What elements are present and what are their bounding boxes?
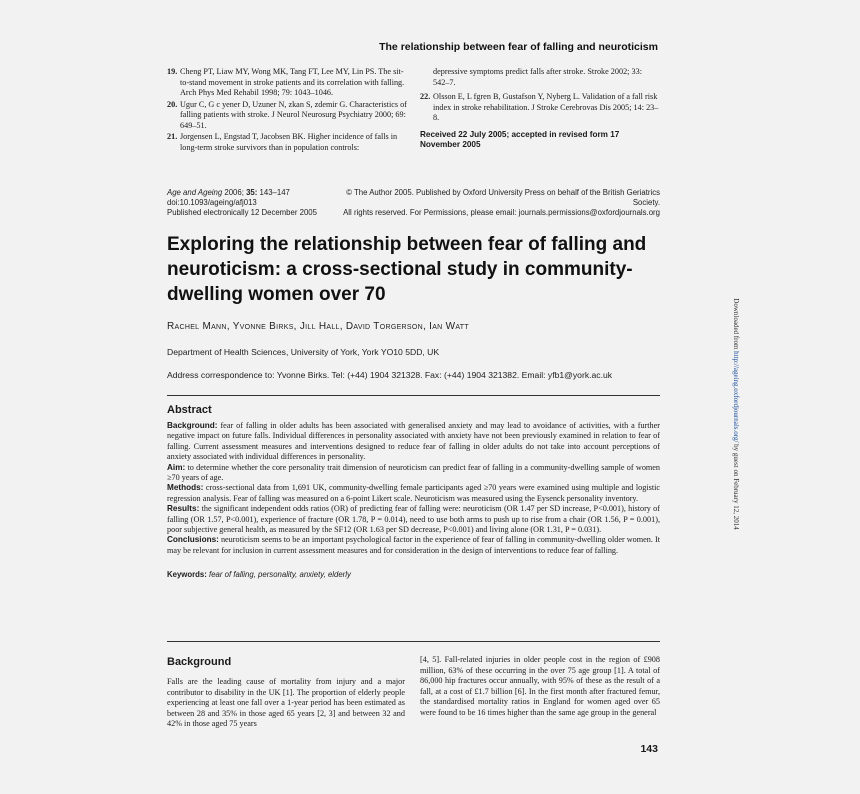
download-watermark bbox=[732, 284, 740, 544]
abstract-background bbox=[167, 421, 660, 463]
download-prefix: Downloaded from bbox=[732, 298, 740, 350]
published-date: Published electronically 12 December 2005 bbox=[167, 208, 317, 217]
abstract-methods bbox=[167, 483, 660, 504]
abstract-heading: Abstract bbox=[167, 404, 212, 416]
background-text-left: Falls are the leading cause of mortality from injury and a major contributor to disability in the UK [1]. The proportion of elderly people experiencing at least one fall over a 1-year period has been estimated as between 28 and 35% in those aged 65 years [2, 3] and between 32 and 42% in those aged 75 years bbox=[167, 677, 405, 728]
abstract-text: cross-sectional data from 1,691 UK, community-dwelling female participants aged ≥70 years were examined using multiple and logistic regression analysis. Fear of falling was measured on a 6-point Likert scale. Neuroticism was measured using the Eysenck personality inventory. bbox=[167, 483, 661, 503]
abstract-label: Aim: bbox=[167, 462, 186, 472]
abstract-text: the significant independent odds ratios (OR) of predicting fear of falling were: neuroticism (OR 1.47 per SD increase, P<0.001), history of falling (OR 1.57, P<0.001), experience of fracture (OR 1.78, P = 0.014), need to use both arms to push up to rise from a chair (OR 1.56, P = 0.001), poor subjective general health, as measured by the SF12 (OR 1.63 per SD decrease, P<0.001) and living alone (OR 1.31, P = 0.031). bbox=[167, 504, 660, 535]
page-number: 143 bbox=[640, 743, 658, 755]
reference-text: Cheng PT, Liaw MY, Wong MK, Tang FT, Lee MY, Lin PS. The sit-to-stand movement in stroke patients and its correlation with falling. Arch Phys Med Rehabil 1998; 79: 1043–1046. bbox=[180, 67, 405, 97]
abstract-conclusions bbox=[167, 535, 660, 556]
reference-item bbox=[167, 132, 407, 153]
running-head: The relationship between fear of falling and neuroticism bbox=[379, 41, 658, 53]
reference-number: 19. bbox=[167, 67, 178, 76]
abstract-label: Results: bbox=[167, 504, 200, 514]
article-title: Exploring the relationship between fear of falling and neuroticism: a cross-sectional study in community-dwelling women over 70 bbox=[167, 234, 647, 305]
doi: doi:10.1093/ageing/afj013 bbox=[167, 198, 257, 207]
background-text-right: [4, 5]. Fall-related injuries in older people cost in the region of £908 million, 63% of these occurring in the over 75 age group [1]. A total of 86,000 hip fractures occur annually, with 95% of these as the result of a fall, at a cost of £1.7 billion [6]. In the first month after fractured femur, the standardised mortality ratios in England for women aged over 65 were found to be 16 times higher than the same age group in the general bbox=[420, 655, 660, 717]
citation-block bbox=[167, 188, 317, 218]
reference-continuation: depressive symptoms predict falls after stroke. Stroke 2002; 33: 542–7. bbox=[433, 67, 642, 87]
references-left-column bbox=[167, 67, 407, 154]
background-heading: Background bbox=[167, 656, 232, 668]
rights-notice: All rights reserved. For Permissions, please email: journals.permissions@oxfordjournals.org bbox=[343, 208, 660, 217]
references-right-column bbox=[420, 67, 660, 151]
correspondence-address: Address correspondence to: Yvonne Birks. Tel: (+44) 1904 321328. Fax: (+44) 1904 321382. Email: yfb1@york.ac.uk bbox=[167, 370, 613, 380]
abstract-text: neuroticism seems to be an important psychological factor in the experience of fear of falling in community-dwelling older women. It may be relevant for inclusion in current assessment measures and for consideration in the design of interventions to reduce fear of falling. bbox=[167, 535, 661, 555]
reference-item bbox=[167, 100, 407, 132]
download-link[interactable]: http://ageing.oxfordjournals.org/ bbox=[732, 351, 740, 443]
reference-item bbox=[420, 92, 660, 124]
journal-volume: 35: bbox=[246, 188, 258, 197]
keywords-label: Keywords: bbox=[167, 570, 207, 580]
abstract-text: to determine whether the core personality trait dimension of neuroticism can predict fear of falling in a community-dwelling sample of women ≥70 years of age. bbox=[167, 462, 661, 483]
affiliation: Department of Health Sciences, University of York, York YO10 5DD, UK bbox=[167, 347, 440, 357]
abstract-label: Background: bbox=[167, 421, 218, 430]
copyright-notice: © The Author 2005. Published by Oxford University Press on behalf of the British Geriatrics Society. bbox=[346, 188, 660, 207]
abstract-text: fear of falling in older adults has been associated with generalised anxiety and may lead to avoidance of activities, with a further negative impact on future falls. Individual differences in personality associated with anxiety have not been previously examined in relation to fear of falling. Current assessment measures and interventions designed to reduce fear of falling in older adults do not take into account perceptions of anxiety associated with individual differences in personality. bbox=[167, 421, 661, 462]
reference-number: 21. bbox=[167, 132, 178, 141]
reference-item bbox=[167, 67, 407, 99]
keywords bbox=[167, 570, 660, 579]
reference-text: Jorgensen L, Engstad T, Jacobsen BK. Higher incidence of falls in long-term stroke survivors than in population controls: bbox=[180, 132, 398, 152]
reference-text: Olsson E, L fgren B, Gustafson Y, Nyberg L. Validation of a fall risk index in stroke rehabilitation. J Stroke Cerebrovas Dis 2005; 14: 23–8. bbox=[433, 92, 659, 122]
journal-year: 2006; bbox=[224, 188, 244, 197]
download-suffix: by guest on February 12, 2014 bbox=[732, 444, 740, 530]
journal-pages: 143–147 bbox=[259, 188, 290, 197]
author-list: Rachel Mann, Yvonne Birks, Jill Hall, David Torgerson, Ian Watt bbox=[167, 321, 469, 332]
reference-text: Ugur C, G c yener D, Uzuner N, zkan S, zdemir G. Characteristics of falling patients with stroke. J Neurol Neurosurg Psychiatry 2000; 69: 649–51. bbox=[180, 99, 407, 130]
reference-number: 22. bbox=[420, 92, 431, 101]
journal-name: Age and Ageing bbox=[167, 188, 223, 197]
abstract-label: Methods: bbox=[167, 483, 204, 493]
abstract-aim bbox=[167, 463, 660, 484]
abstract-section bbox=[167, 395, 660, 642]
abstract-body bbox=[167, 421, 660, 556]
received-date: Received 22 July 2005; accepted in revised form 17 November 2005 bbox=[420, 129, 620, 149]
abstract-label: Conclusions: bbox=[167, 535, 219, 545]
keywords-list: fear of falling, personality, anxiety, elderly bbox=[209, 570, 351, 580]
copyright-block bbox=[320, 188, 660, 218]
reference-number: 20. bbox=[167, 99, 178, 109]
abstract-results bbox=[167, 504, 660, 535]
